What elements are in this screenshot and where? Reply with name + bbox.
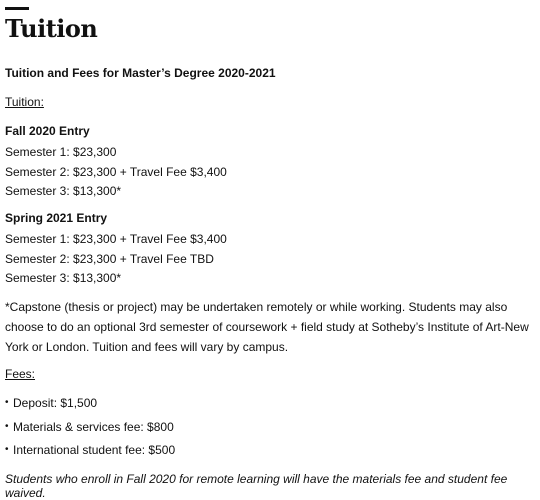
spring-semester-1: Semester 1: $23,300 + Travel Fee $3,400	[5, 232, 227, 246]
spring-semester-3: Semester 3: $13,300*	[5, 271, 122, 285]
list-item	[5, 396, 175, 420]
page-title: Tuition	[5, 14, 98, 43]
bullet-icon: •	[5, 397, 9, 408]
section-subtitle: Tuition and Fees for Master’s Degree 2020-2021	[5, 66, 276, 80]
heading-rule	[5, 7, 29, 10]
bullet-icon: •	[5, 420, 9, 432]
spring-semester-2: Semester 2: $23,300 + Travel Fee TBD	[5, 251, 214, 266]
fee-materials: Materials & services fee: $800	[13, 419, 174, 434]
fees-label: Fees:	[5, 367, 36, 381]
fall-semester-1: Semester 1: $23,300	[5, 145, 117, 159]
fall-entry-title: Fall 2020 Entry	[5, 124, 90, 138]
fee-deposit: Deposit: $1,500	[13, 396, 98, 410]
fees-list	[5, 396, 175, 467]
list-item	[5, 443, 175, 467]
fall-semester-2: Semester 2: $23,300 + Travel Fee $3,400	[5, 164, 227, 179]
fee-international: International student fee: $500	[13, 443, 176, 457]
tuition-label: Tuition:	[5, 95, 44, 109]
fall-2020-entry	[5, 124, 227, 202]
fall-semester-3: Semester 3: $13,300*	[5, 184, 122, 198]
spring-entry-title: Spring 2021 Entry	[5, 211, 108, 225]
remote-learning-footnote: Students who enroll in Fall 2020 for remote learning will have the materials fee and student fee waived.	[5, 472, 508, 500]
bullet-icon: •	[5, 444, 9, 455]
capstone-note: *Capstone (thesis or project) may be undertaken remotely or while working. Students may also choose to do an optional 3rd semester of coursework + field study at Sotheby’s Institute of Art-New York or London. Tuition and fees will vary by campus.	[5, 300, 529, 354]
spring-2021-entry	[5, 211, 227, 289]
list-item	[5, 420, 175, 444]
